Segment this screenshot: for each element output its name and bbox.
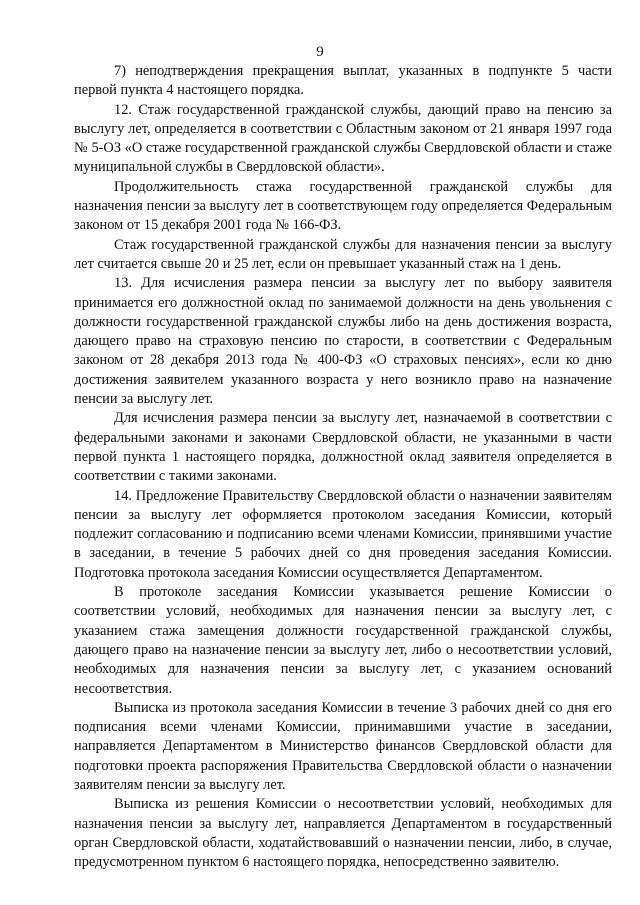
paragraph-8: В протоколе заседания Комиссии указывается решение Комиссии о соответствии условий, необходимых для назначения пенсии за выслугу лет, с указанием стажа замещения должности государственной гражданской службы, дающего право на назначение пенсии за выслугу лет, либо о несоответствии условий, необходимых для назначения пенсии за выслугу лет, с указанием оснований несоответствия. [74, 584, 612, 697]
paragraph-4: Стаж государственной гражданской службы для назначения пенсии за выслугу лет считается свыше 20 и 25 лет, если он превышает указанный стаж на 1 день. [74, 236, 612, 272]
document-body [74, 62, 612, 872]
paragraph-6: Для исчисления размера пенсии за выслугу лет, назначаемой в соответствии с федеральными законами и законами Свердловской области, не указанными в части первой пункта 1 настоящего порядка, должностной оклад заявителя определяется в соответствии с такими законами. [74, 410, 612, 485]
paragraph-9: Выписка из протокола заседания Комиссии в течение 3 рабочих дней со дня его подписания всеми членами Комиссии, принимавшими участие в заседании, направляется Департаментом в Министерство финансов Свердловской области для подготовки проекта распоряжения Правительства Свердловской области о назначении заявителям пенсии за выслугу лет. [74, 699, 612, 793]
paragraph-3: Продолжительность стажа государственной гражданской службы для назначения пенсии за выслугу лет в соответствующем году определяется Федеральным законом от 15 декабря 2001 года № 166-ФЗ. [74, 178, 612, 234]
paragraph-10: Выписка из решения Комиссии о несоответствии условий, необходимых для назначения пенсии за выслугу лет, направляется Департаментом в государственный орган Свердловской области, ходатайствовавший о назначении пенсии, либо, в случае, предусмотренном пунктом 6 настоящего порядка, непосредственно заявителю. [74, 796, 612, 871]
paragraph-7: 14. Предложение Правительству Свердловской области о назначении заявителям пенсии за выслугу лет оформляется протоколом заседания Комиссии, который подлежит согласованию и подписанию всеми членами Комиссии, принявшими участие в заседании, в течение 5 рабочих дней со дня проведения заседания Комиссии. Подготовка протокола заседания Комиссии осуществляется Департаментом. [74, 487, 612, 581]
page-number: 9 [316, 44, 324, 60]
paragraph-1: 7) неподтверждения прекращения выплат, указанных в подпункте 5 части первой пункта 4 настоящего порядка. [74, 63, 612, 99]
paragraph-2: 12. Стаж государственной гражданской службы, дающий право на пенсию за выслугу лет, определяется в соответствии с Областным законом от 21 января 1997 года № 5-ОЗ «О стаже государственной гражданской службы Свердловской области и стаже муниципальной службы в Свердловской области». [74, 101, 612, 176]
paragraph-5: 13. Для исчисления размера пенсии за выслугу лет по выбору заявителя принимается его должностной оклад по занимаемой должности на день увольнения с должности государственной гражданской службы либо на день достижения возраста, дающего право на страховую пенсию по старости, в соответствии с Федеральным законом от 28 декабря 2013 года № 400-ФЗ «О страховых пенсиях», если ко дню достижения заявителем указанного возраста у него возникло право на назначение пенсии за выслугу лет. [74, 275, 612, 408]
